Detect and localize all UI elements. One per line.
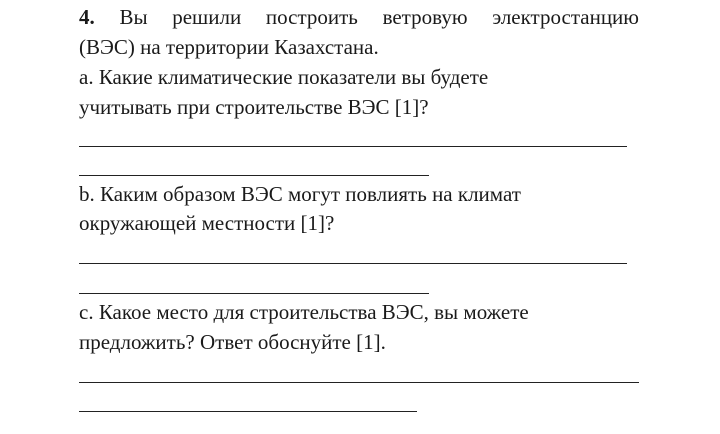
part-c-line-2: предложить? Ответ обоснуйте [1]. bbox=[79, 330, 386, 354]
part-b-line-1: b. Каким образом ВЭС могут повлиять на климат bbox=[79, 182, 521, 206]
question-line-1 bbox=[79, 7, 639, 28]
question-text-line-2: (ВЭС) на территории Казахстана. bbox=[79, 35, 379, 59]
answer-line-c-2 bbox=[79, 411, 417, 412]
answer-line-c-1 bbox=[79, 382, 639, 383]
question-number: 4. bbox=[79, 5, 95, 29]
question-text-line-1: Вы решили построить ветровую электростанцию bbox=[119, 5, 639, 29]
answer-line-a-1 bbox=[79, 146, 627, 147]
part-b-line-2: окружающей местности [1]? bbox=[79, 211, 335, 235]
part-a-line-1: a. Какие климатические показатели вы будете bbox=[79, 65, 489, 89]
part-c-line-1: c. Какое место для строительства ВЭС, вы можете bbox=[79, 300, 529, 324]
answer-line-a-2 bbox=[79, 175, 429, 176]
answer-line-b-2 bbox=[79, 293, 429, 294]
part-a-line-2: учитывать при строительстве ВЭС [1]? bbox=[79, 95, 429, 119]
answer-line-b-1 bbox=[79, 263, 627, 264]
